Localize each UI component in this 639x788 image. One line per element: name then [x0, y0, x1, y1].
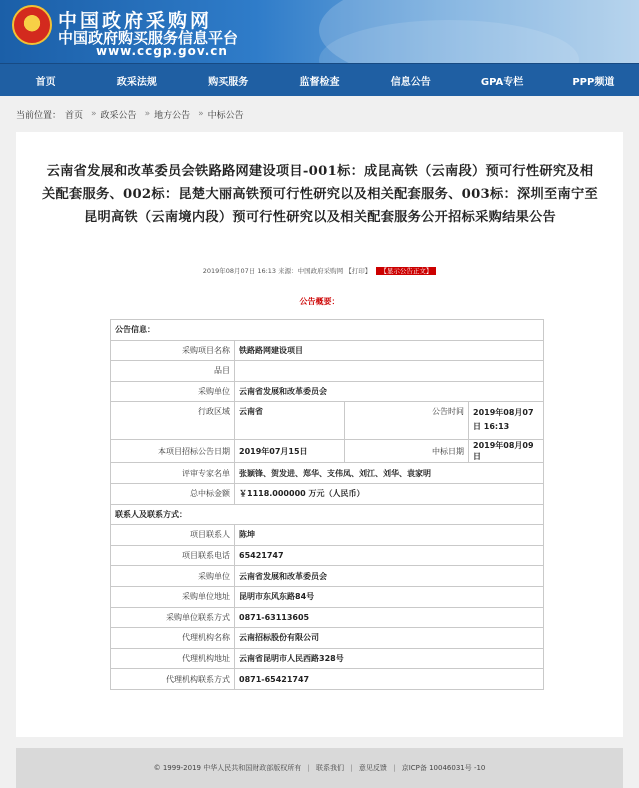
cell-label: 代理机构地址 [111, 648, 235, 669]
cell-label: 品目 [111, 361, 235, 382]
cell-label: 代理机构联系方式 [111, 669, 235, 690]
table-row [111, 402, 544, 440]
breadcrumb-announcements[interactable]: 政采公告 [100, 110, 137, 121]
site-url: www.ccgp.gov.cn [96, 44, 228, 58]
cell-label: 中标日期 [345, 440, 469, 463]
site-footer [16, 748, 623, 788]
page-title: 云南省发展和改革委员会铁路路网建设项目-001标：成昆高铁（云南段）预可行性研究及相关配套服务、002标：昆楚大丽高铁预可行性研究以及相关配套服务、003标：深圳至南宁至昆明高铁（云南境内段）预可行性研究以及相关配套服务公开招标采购结果公告 [42, 164, 598, 225]
cell-value: 65421747 [235, 545, 544, 566]
cell-value: 0871-65421747 [235, 669, 544, 690]
breadcrumb-local[interactable]: 地方公告 [154, 110, 191, 121]
nav-supervision[interactable]: 监督检查 [299, 76, 340, 88]
nav-gpa[interactable]: GPA专栏 [480, 76, 524, 88]
table-row [111, 545, 544, 566]
cell-value [235, 361, 544, 382]
site-logo-title[interactable]: 中国政府采购网 [58, 10, 213, 32]
divider: | [393, 764, 396, 772]
cell-label: 采购项目名称 [111, 340, 235, 361]
cell-value: 0871-63113605 [235, 607, 544, 628]
copyright: © 1999-2019 中华人民共和国财政部版权所有 [153, 764, 302, 772]
table-row [111, 586, 544, 607]
nav-home[interactable]: 首页 [35, 76, 56, 88]
section-heading: 公告信息： [111, 320, 544, 341]
section-heading: 联系人及联系方式： [111, 504, 544, 525]
table-row [111, 525, 544, 546]
table-row [111, 504, 544, 525]
table-row [111, 440, 544, 463]
table-row [111, 381, 544, 402]
table-row [111, 566, 544, 587]
summary-heading: 公告概要： [299, 297, 340, 306]
cell-value: 铁路路网建设项目 [235, 340, 544, 361]
cell-value: 云南省发展和改革委员会 [235, 566, 544, 587]
cell-label: 采购单位地址 [111, 586, 235, 607]
cell-value: 云南省 [235, 402, 345, 440]
cell-label: 项目联系人 [111, 525, 235, 546]
cell-label: 项目联系电话 [111, 545, 235, 566]
table-row [111, 320, 544, 341]
cell-label: 公告时间 [345, 402, 469, 440]
cell-value: 云南省昆明市人民西路328号 [235, 648, 544, 669]
feedback-link[interactable]: 意见反馈 [358, 764, 387, 772]
cell-value: 云南省发展和改革委员会 [235, 381, 544, 402]
article-meta [16, 266, 623, 275]
cell-label: 采购单位 [111, 381, 235, 402]
nav-services[interactable]: 购买服务 [208, 76, 249, 88]
table-row [111, 340, 544, 361]
site-logo-subtitle: 中国政府购买服务信息平台 [58, 29, 239, 47]
breadcrumb [0, 96, 639, 132]
cell-label: 采购单位联系方式 [111, 607, 235, 628]
cell-label: 评审专家名单 [111, 463, 235, 484]
table-row [111, 669, 544, 690]
breadcrumb-award[interactable]: 中标公告 [207, 110, 244, 121]
chevron-right-icon: » [198, 109, 204, 119]
divider: | [350, 764, 353, 772]
show-content-button[interactable]: 【显示公告正文】 [376, 267, 436, 275]
icp-number[interactable]: 京ICP备 10046031号 -10 [401, 764, 486, 772]
national-emblem-icon: ★ [12, 5, 52, 45]
nav-announcements[interactable]: 信息公告 [390, 76, 431, 88]
cell-label: 总中标金额 [111, 483, 235, 504]
table-row [111, 463, 544, 484]
cell-value: ￥1118.000000 万元（人民币） [235, 483, 544, 504]
chevron-right-icon: » [91, 109, 97, 119]
cell-value: 张颖锋、贺发进、郑华、支伟凤、刘江、刘华、袁家明 [235, 463, 544, 484]
site-header [0, 0, 639, 63]
cell-value: 云南招标股份有限公司 [235, 628, 544, 649]
breadcrumb-home[interactable]: 首页 [65, 110, 84, 121]
nav-regulations[interactable]: 政采法规 [116, 76, 157, 88]
announcement-table [110, 319, 544, 690]
table-row [111, 483, 544, 504]
table-row [111, 361, 544, 382]
contact-link[interactable]: 联系我们 [316, 764, 345, 772]
breadcrumb-prefix: 当前位置： [16, 110, 62, 121]
nav-ppp[interactable]: PPP频道 [572, 76, 615, 88]
chevron-right-icon: » [144, 109, 151, 119]
cell-value: 昆明市东风东路84号 [235, 586, 544, 607]
print-link[interactable]: 【打印】 [345, 267, 372, 275]
cell-label: 采购单位 [111, 566, 235, 587]
publish-time: 2019年08月07日 16:13 [202, 267, 277, 275]
cell-label: 代理机构名称 [111, 628, 235, 649]
divider: | [307, 764, 310, 772]
source: 来源：中国政府采购网 [278, 267, 344, 275]
cell-label: 本项目招标公告日期 [111, 440, 235, 463]
table-row [111, 648, 544, 669]
cell-value: 陈坤 [235, 525, 544, 546]
cell-label: 行政区域 [111, 402, 235, 440]
table-row [111, 628, 544, 649]
cell-value: 2019年07月15日 [235, 440, 345, 463]
main-nav [0, 63, 639, 96]
cell-value: 2019年08月09日 [469, 440, 544, 463]
table-row [111, 607, 544, 628]
cell-value: 2019年08月07日 16:13 [469, 402, 544, 440]
